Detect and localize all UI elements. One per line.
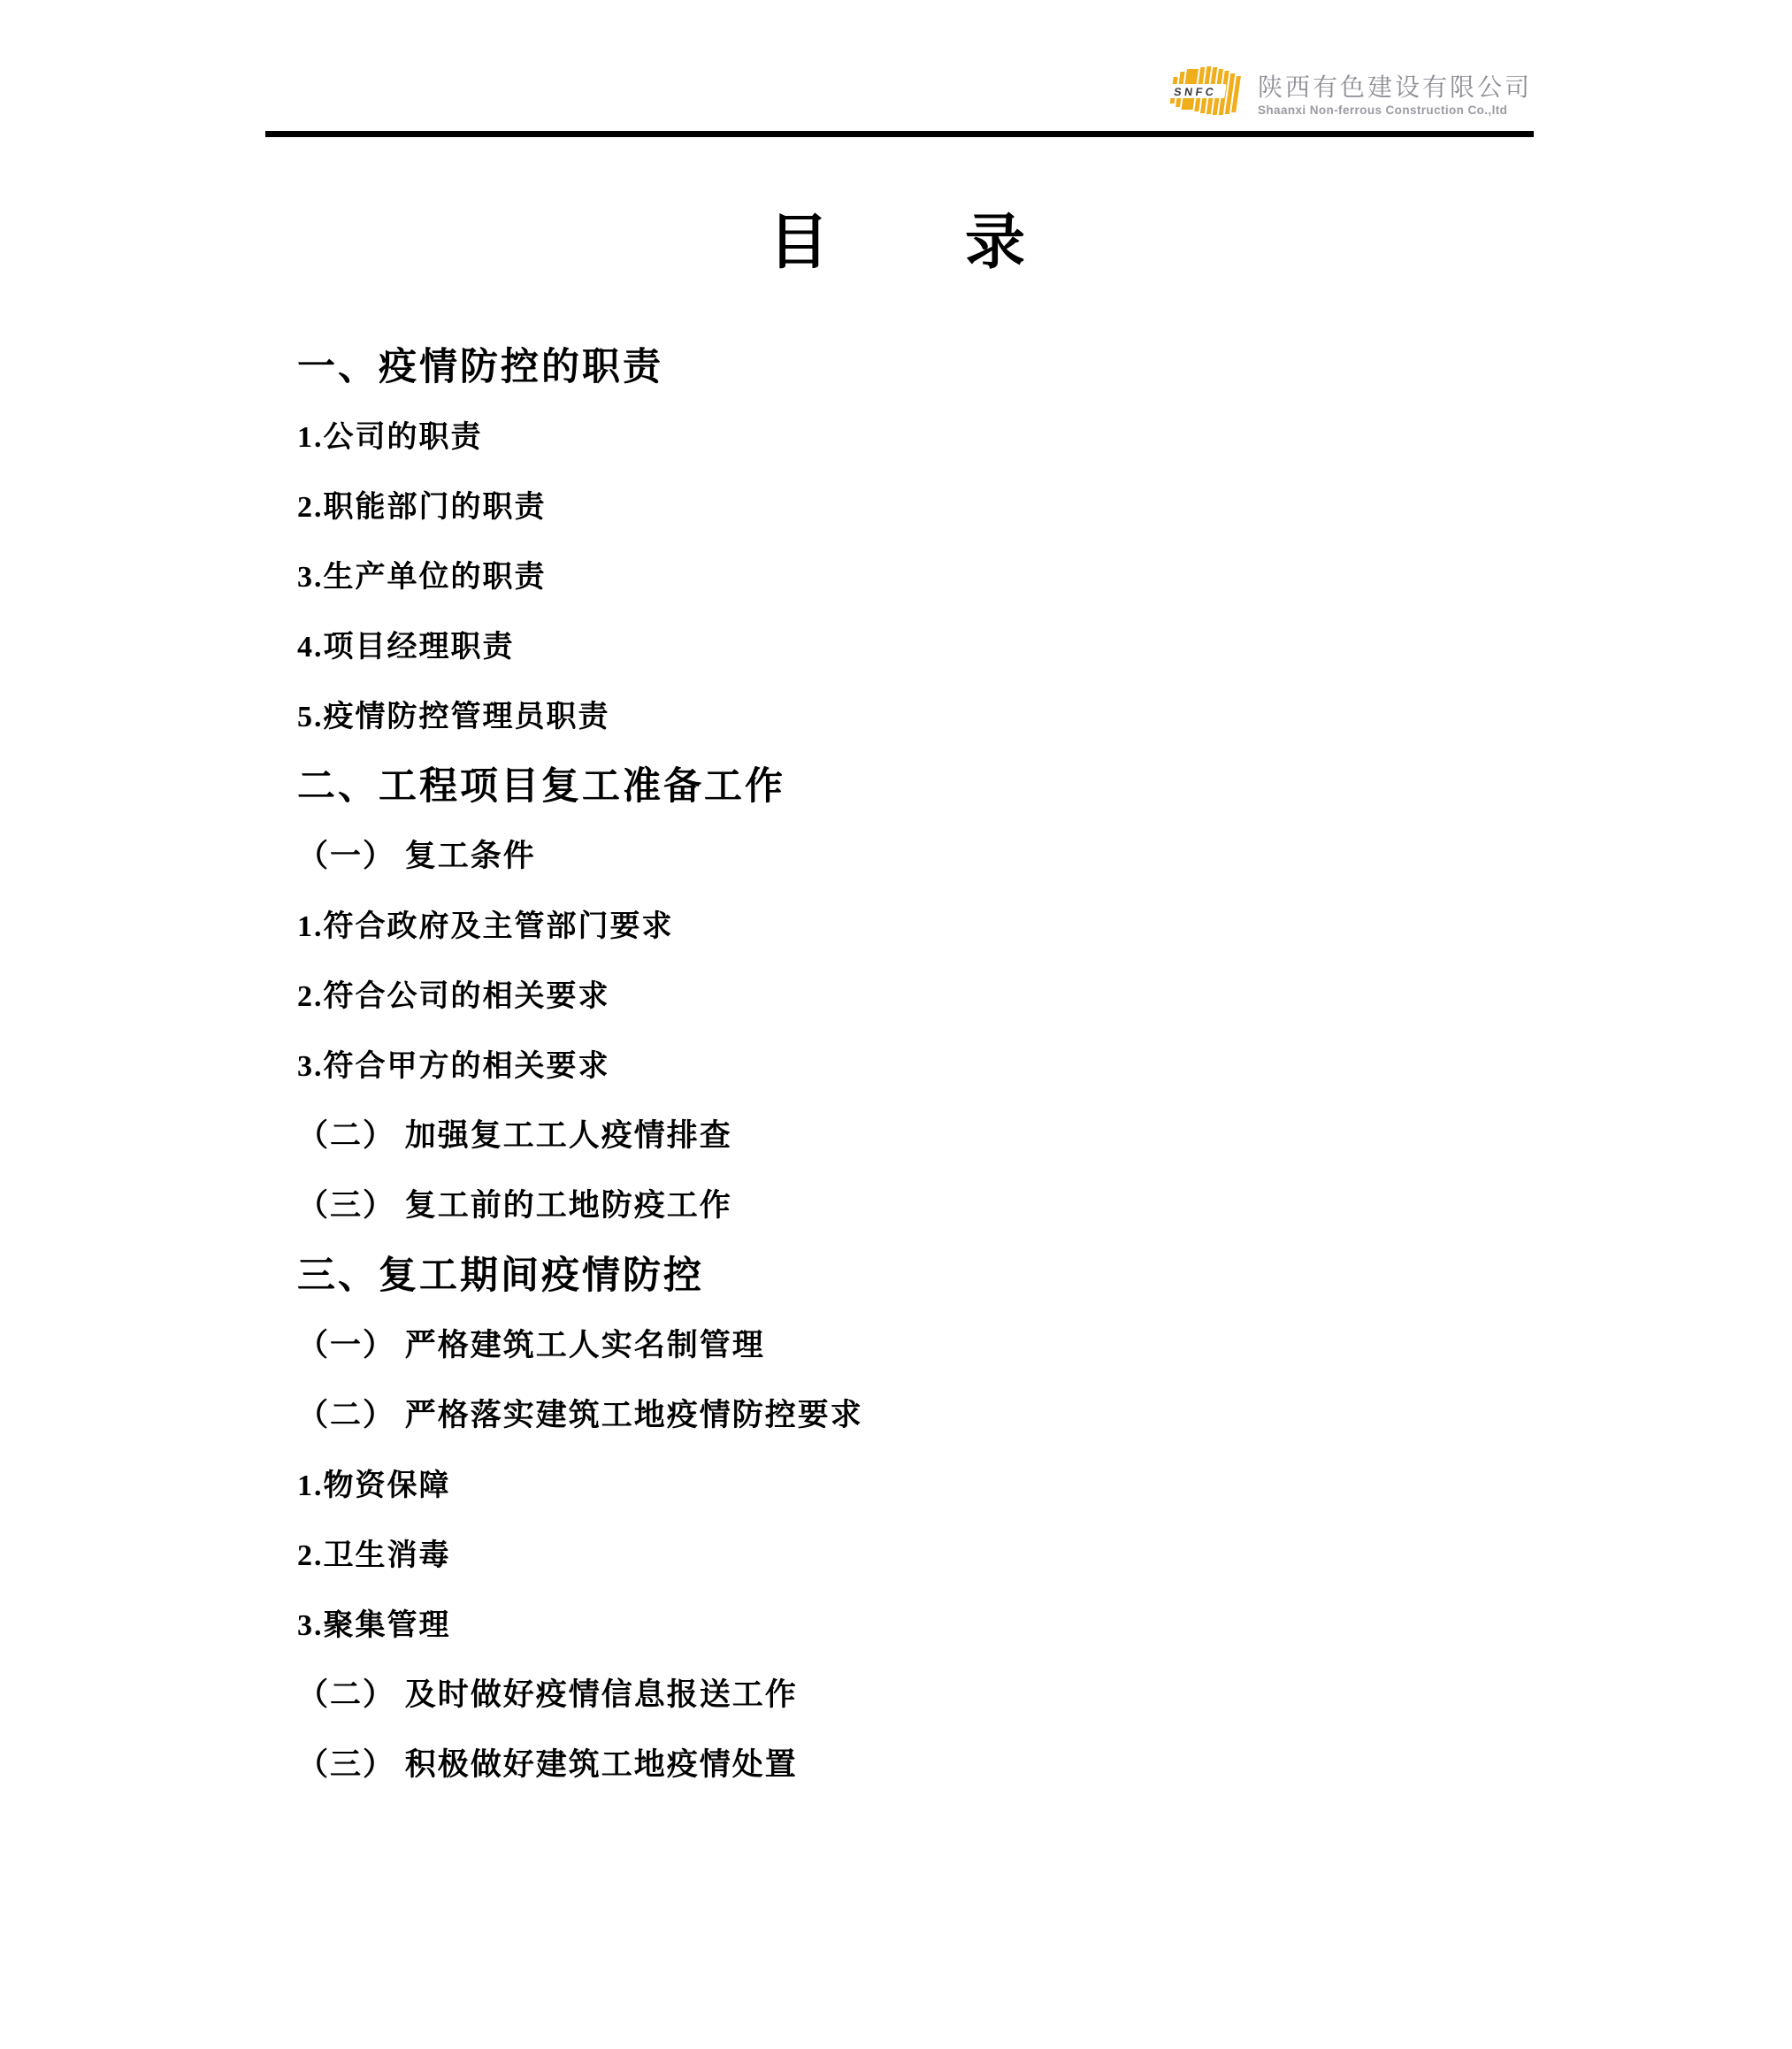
toc-entry: （二） 严格落实建筑工地疫情防控要求 <box>297 1397 863 1432</box>
toc-entry: 5.疫情防控管理员职责 <box>297 701 610 733</box>
toc-entry: 1.物资保障 <box>297 1470 451 1502</box>
toc-list <box>297 329 1686 1797</box>
company-name-zh: 陕西有色建设有限公司 <box>1258 73 1533 101</box>
toc-entry: （二） 及时做好疫情信息报送工作 <box>297 1677 798 1712</box>
company-name-en: Shaanxi Non-ferrous Construction Co.,ltd <box>1258 104 1508 117</box>
toc-entry: 4.项目经理职责 <box>297 631 515 664</box>
toc-entry: （一） 严格建筑工人实名制管理 <box>297 1327 765 1362</box>
toc-entry: 二、工程项目复工准备工作 <box>297 766 785 808</box>
toc-entry: （一） 复工条件 <box>297 838 536 873</box>
toc-entry: 1.符合政府及主管部门要求 <box>297 910 674 943</box>
toc-entry: 3.符合甲方的相关要求 <box>297 1050 610 1083</box>
toc-entry: 2.职能部门的职责 <box>297 491 547 524</box>
toc-entry: （三） 复工前的工地防疫工作 <box>297 1187 732 1223</box>
toc-entry: 2.符合公司的相关要求 <box>297 980 610 1013</box>
logo-text <box>1258 62 1532 117</box>
snfc-logo-icon <box>1166 62 1244 120</box>
toc-entry: 3.聚集管理 <box>297 1609 451 1642</box>
toc-entry: （二） 加强复工工人疫情排查 <box>297 1117 732 1153</box>
page-title: 目 录 <box>768 209 1030 276</box>
company-logo <box>1166 62 1532 120</box>
header-rule <box>265 131 1534 137</box>
toc-entry: 2.卫生消毒 <box>297 1539 451 1572</box>
toc-entry: （三） 积极做好建筑工地疫情处置 <box>297 1746 798 1782</box>
toc-entry: 三、复工期间疫情防控 <box>297 1255 704 1297</box>
toc-entry: 一、疫情防控的职责 <box>297 347 663 388</box>
toc-entry: 3.生产单位的职责 <box>297 561 547 594</box>
logo-acronym: SNFC <box>1173 86 1218 98</box>
toc-entry: 1.公司的职责 <box>297 421 483 454</box>
